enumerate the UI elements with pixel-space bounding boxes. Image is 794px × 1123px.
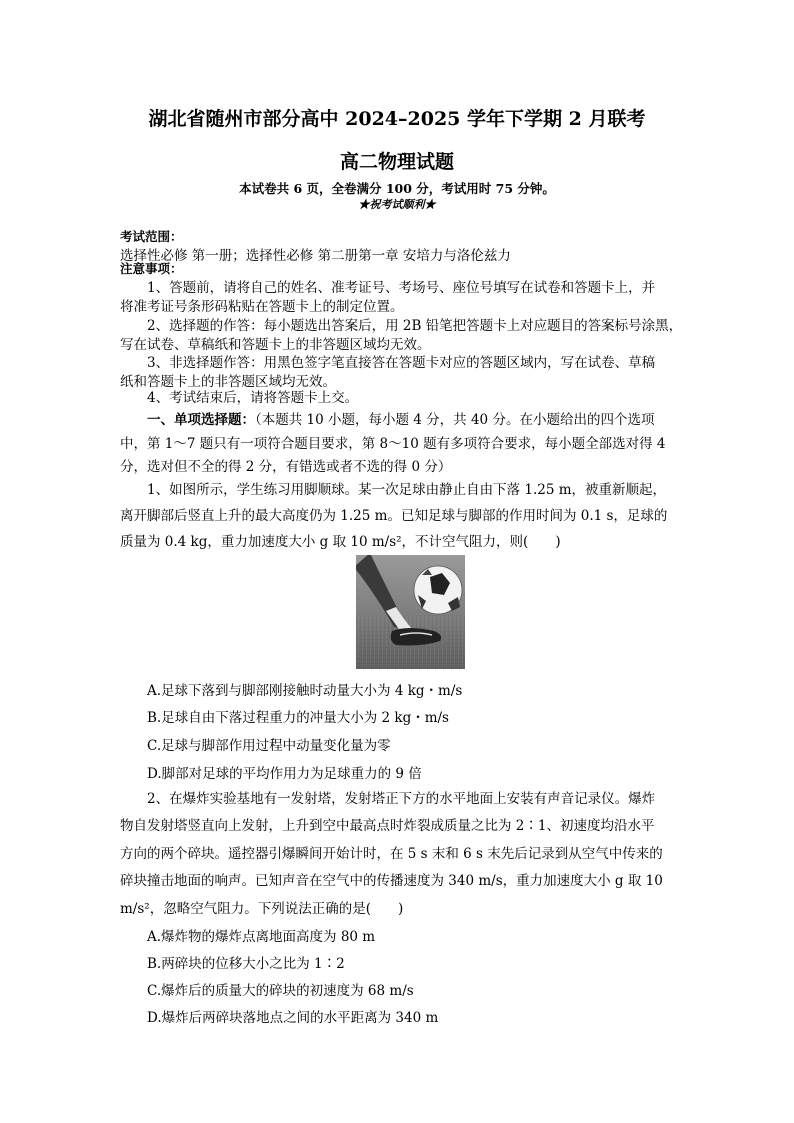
q2-option-c: C.爆炸后的质量大的碎块的初速度为 68 m/s [147,983,414,999]
q1-option-b: B.足球自由下落过程重力的冲量大小为 2 kg・m/s [147,710,449,726]
exam-wish: ★祝考试顺利★ [358,198,436,211]
scope-heading: 考试范围： [120,229,183,244]
section1-line: 分，选对但不全的得 2 分，有错选或者不选的得 0 分） [120,459,452,475]
q2-option-a: A.爆炸物的爆炸点离地面高度为 80 m [147,929,376,945]
note-line: 纸和答题卡上的非答题区域均无效。 [120,374,336,390]
note-line: 2、选择题的作答：每小题选出答案后，用 2B 铅笔把答题卡上对应题目的答案标号涂黑， [147,318,683,334]
section1-intro [147,408,654,428]
section1-heading: 一、单项选择题： [147,412,255,428]
football-photo [356,555,465,669]
note-line: 4、考试结束后，请将答题卡上交。 [147,390,359,406]
q1-line: 质量为 0.4 kg，重力加速度大小 g 取 10 m/s²，不计空气阻力，则( ) [120,534,561,550]
scope-content: 选择性必修 第一册；选择性必修 第二册第一章 安培力与洛伦兹力 [120,248,511,264]
note-line: 将准考证号条形码粘贴在答题卡上的制定位置。 [120,299,404,315]
exam-title: 湖北省随州市部分高中 2024–2025 学年下学期 2 月联考 [148,108,646,130]
q2-line: 碎块撞击地面的响声。已知声音在空气中的传播速度为 340 m/s，重力加速度大小 g 取 10 [120,873,663,889]
q1-option-c: C.足球与脚部作用过程中动量变化量为零 [147,738,391,754]
q2-option-d: D.爆炸后两碎块落地点之间的水平距离为 340 m [147,1010,439,1026]
q1-option-a: A.足球下落到与脚部刚接触时动量大小为 4 kg・m/s [147,683,463,699]
q2-line: 方向的两个碎块。遥控器引爆瞬间开始计时，在 5 s 末和 6 s 末先后记录到从空气中传来的 [120,846,663,862]
note-line: 写在试卷、草稿纸和答题卡上的非答题区域均无效。 [120,337,431,353]
q1-line: 离开脚部后竖直上升的最大高度仍为 1.25 m。已知足球与脚部的作用时间为 0.1 s，足球的 [120,508,668,524]
section1-line: 中，第 1～7 题只有一项符合题目要求，第 8～10 题有多项符合要求，每小题全部选对得 4 [120,436,666,452]
notes-heading: 注意事项： [120,261,183,276]
section1-line: （本题共 10 小题，每小题 4 分，共 40 分。在小题给出的四个选项 [255,412,655,428]
note-line: 3、非选择题作答：用黑色签字笔直接答在答题卡对应的答题区域内，写在试卷、草稿 [147,355,656,371]
exam-info: 本试卷共 6 页，全卷满分 100 分，考试用时 75 分钟。 [239,181,555,196]
q2-option-b: B.两碎块的位移大小之比为 1∶2 [147,956,345,972]
q1-line: 1、如图所示，学生练习用脚顺球。某一次足球由静止自由下落 1.25 m，被重新顺起， [147,482,667,498]
q2-line: 物自发射塔竖直向上发射，上升到空中最高点时炸裂成质量之比为 2∶1、初速度均沿水平 [120,818,655,834]
note-line: 1、答题前，请将自己的姓名、准考证号、考场号、座位号填写在试卷和答题卡上，并 [147,280,656,296]
q1-option-d: D.脚部对足球的平均作用力为足球重力的 9 倍 [147,766,422,782]
exam-subject: 高二物理试题 [339,151,454,173]
q2-line: m/s²，忽略空气阻力。下列说法正确的是( ) [120,901,404,917]
q2-line: 2、在爆炸实验基地有一发射塔，发射塔正下方的水平地面上安装有声音记录仪。爆炸 [147,791,656,807]
